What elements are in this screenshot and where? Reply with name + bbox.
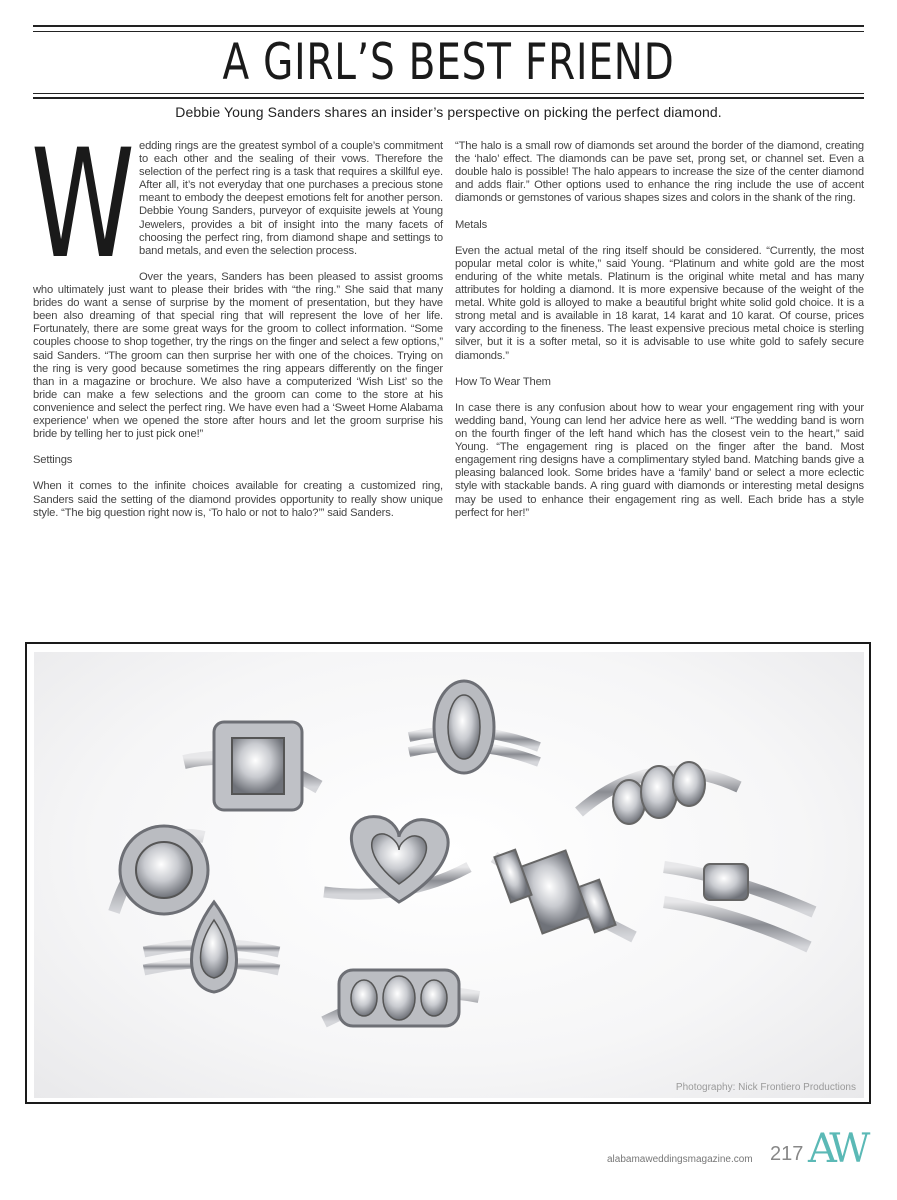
title-rule-bottom [33,97,864,99]
ring-round-halo [114,826,208,914]
ring-emerald-halo [184,722,319,810]
title-rule-bottom-thin [33,93,864,94]
ring-bridal-set-right [664,864,814,947]
ring-pear-halo-set [144,902,279,992]
ring-marquise [409,681,539,773]
section-heading-settings: Settings [33,454,73,467]
article-subtitle: Debbie Young Sanders shares an insider’s perspective on picking the perfect diamond. [175,104,722,120]
article-column-right [455,140,864,533]
page-number: 217 [770,1143,804,1165]
ring-three-stone-halo [324,970,479,1026]
section-heading-how-to-wear: How To Wear Them [455,375,551,388]
drop-cap: W [31,118,135,292]
ring-three-stone-oval [579,762,739,824]
paragraph-halo: “The halo is a small row of diamonds set around the border of the diamond, creating the ‘halo’ effect. The diamonds can be pave set, prong set, or channel set. Even a double halo is possible! The halo appears to increase the size of the center diamond and adds flair.” Other options used to enhance the ring include the use of accent diamonds or gemstones of various shapes sizes and colors in the shank of the ring. [455,140,864,205]
intro-paragraph [31,118,443,292]
paragraph-how-to-wear: In case there is any confusion about how to wear your engagement ring with your wedding band, Young can lend her advice here as well. “The wedding band is worn on the fourth finger of the left hand which has the closest vein to the heart,” said Young. “The engagement ring is placed on the finger after the band. Most engagement ring designs have a complimentary styled band. Matching bands give a pleasing balanced look. Some brides have a ‘family’ band or select a more eclectic style with stackable bands. A ring guard with diamonds or interesting metal designs may be used to enhance their engagement ring as well. Each bride has a style perfect for her!” [455,401,864,519]
paragraph-grooms: Over the years, Sanders has been pleased to assist grooms who ultimately just want to please their brides with “the ring.” She said that many brides do want a sense of surprise by the moment of presentation, but they have been also dreaming of that special ring that will represent the love of her life. Fortunately, there are some great ways for the groom to collect information. “Some couples choose to shop together, try the rings on the finger and select a few options,” said Sanders. “The groom can then surprise her with one of the choices. Trying on the ring is very good because sometimes the ring appears differently on the finger than in a magazine or brochure. We also have a computerized ‘Wish List’ so the bride can make a few selections and the groom can come to the store at his convenience and select the perfect ring. We have even had a ‘Sweet Home Alabama experience’ when we opened the store after hours and let the groom surprise his bride by telling her to just pick one!” [33,270,443,441]
rings-photo [34,652,864,1098]
title-rule-top [33,25,864,27]
ring-baguette [494,850,634,937]
photo-credit: Photography: Nick Frontiero Productions [675,1082,856,1093]
section-heading-metals: Metals [455,218,488,231]
ring-heart [324,817,469,902]
magazine-logo: AW [808,1126,865,1172]
article-column-left [31,118,443,533]
paragraph-metals: Even the actual metal of the ring itself should be considered. “Currently, the most popular metal color is white,” said Young. “Platinum and white gold are the most enduring of the white metals. Platinum is the original white metal and has many attributes for holding a diamond. It is more expensive because of the weight of the metal. White gold is alloyed to make a beautiful bright white solid gold choice. It is a strong metal and is available in 18 karat, 14 karat and 10 karat. Of course, prices vary according to the fineness. The least expensive precious metal choice is sterling silver, but it is a softer metal, so it is advisable to use white gold to safely secure diamonds.” [455,244,864,362]
rings-illustration [34,652,864,1098]
paragraph-settings: When it comes to the infinite choices available for creating a customized ring, Sanders said the setting of the diamond provides opportunity to really show unique style. “The big question right now is, ‘To halo or not to halo?’” said Sanders. [33,480,443,519]
footer-website: alabamaweddingsmagazine.com [607,1154,753,1165]
article-title: A GIRL’S BEST FRIEND [222,33,675,91]
intro-text: edding rings are the greatest symbol of a couple’s commitment to each other and the sealing of their vows. Therefore the selection of the perfect ring is a task that requires a skillful eye. After all, it’s not everyday that one purchases a precious stone meant to embody the deepest emotions felt for another person. Debbie Young Sanders, purveyor of exquisite jewels at Young Jewelers, provides a bit of insight into the many facets of choosing the perfect ring, from diamond shape and settings to band metals, and even the selection process. [139,140,443,257]
